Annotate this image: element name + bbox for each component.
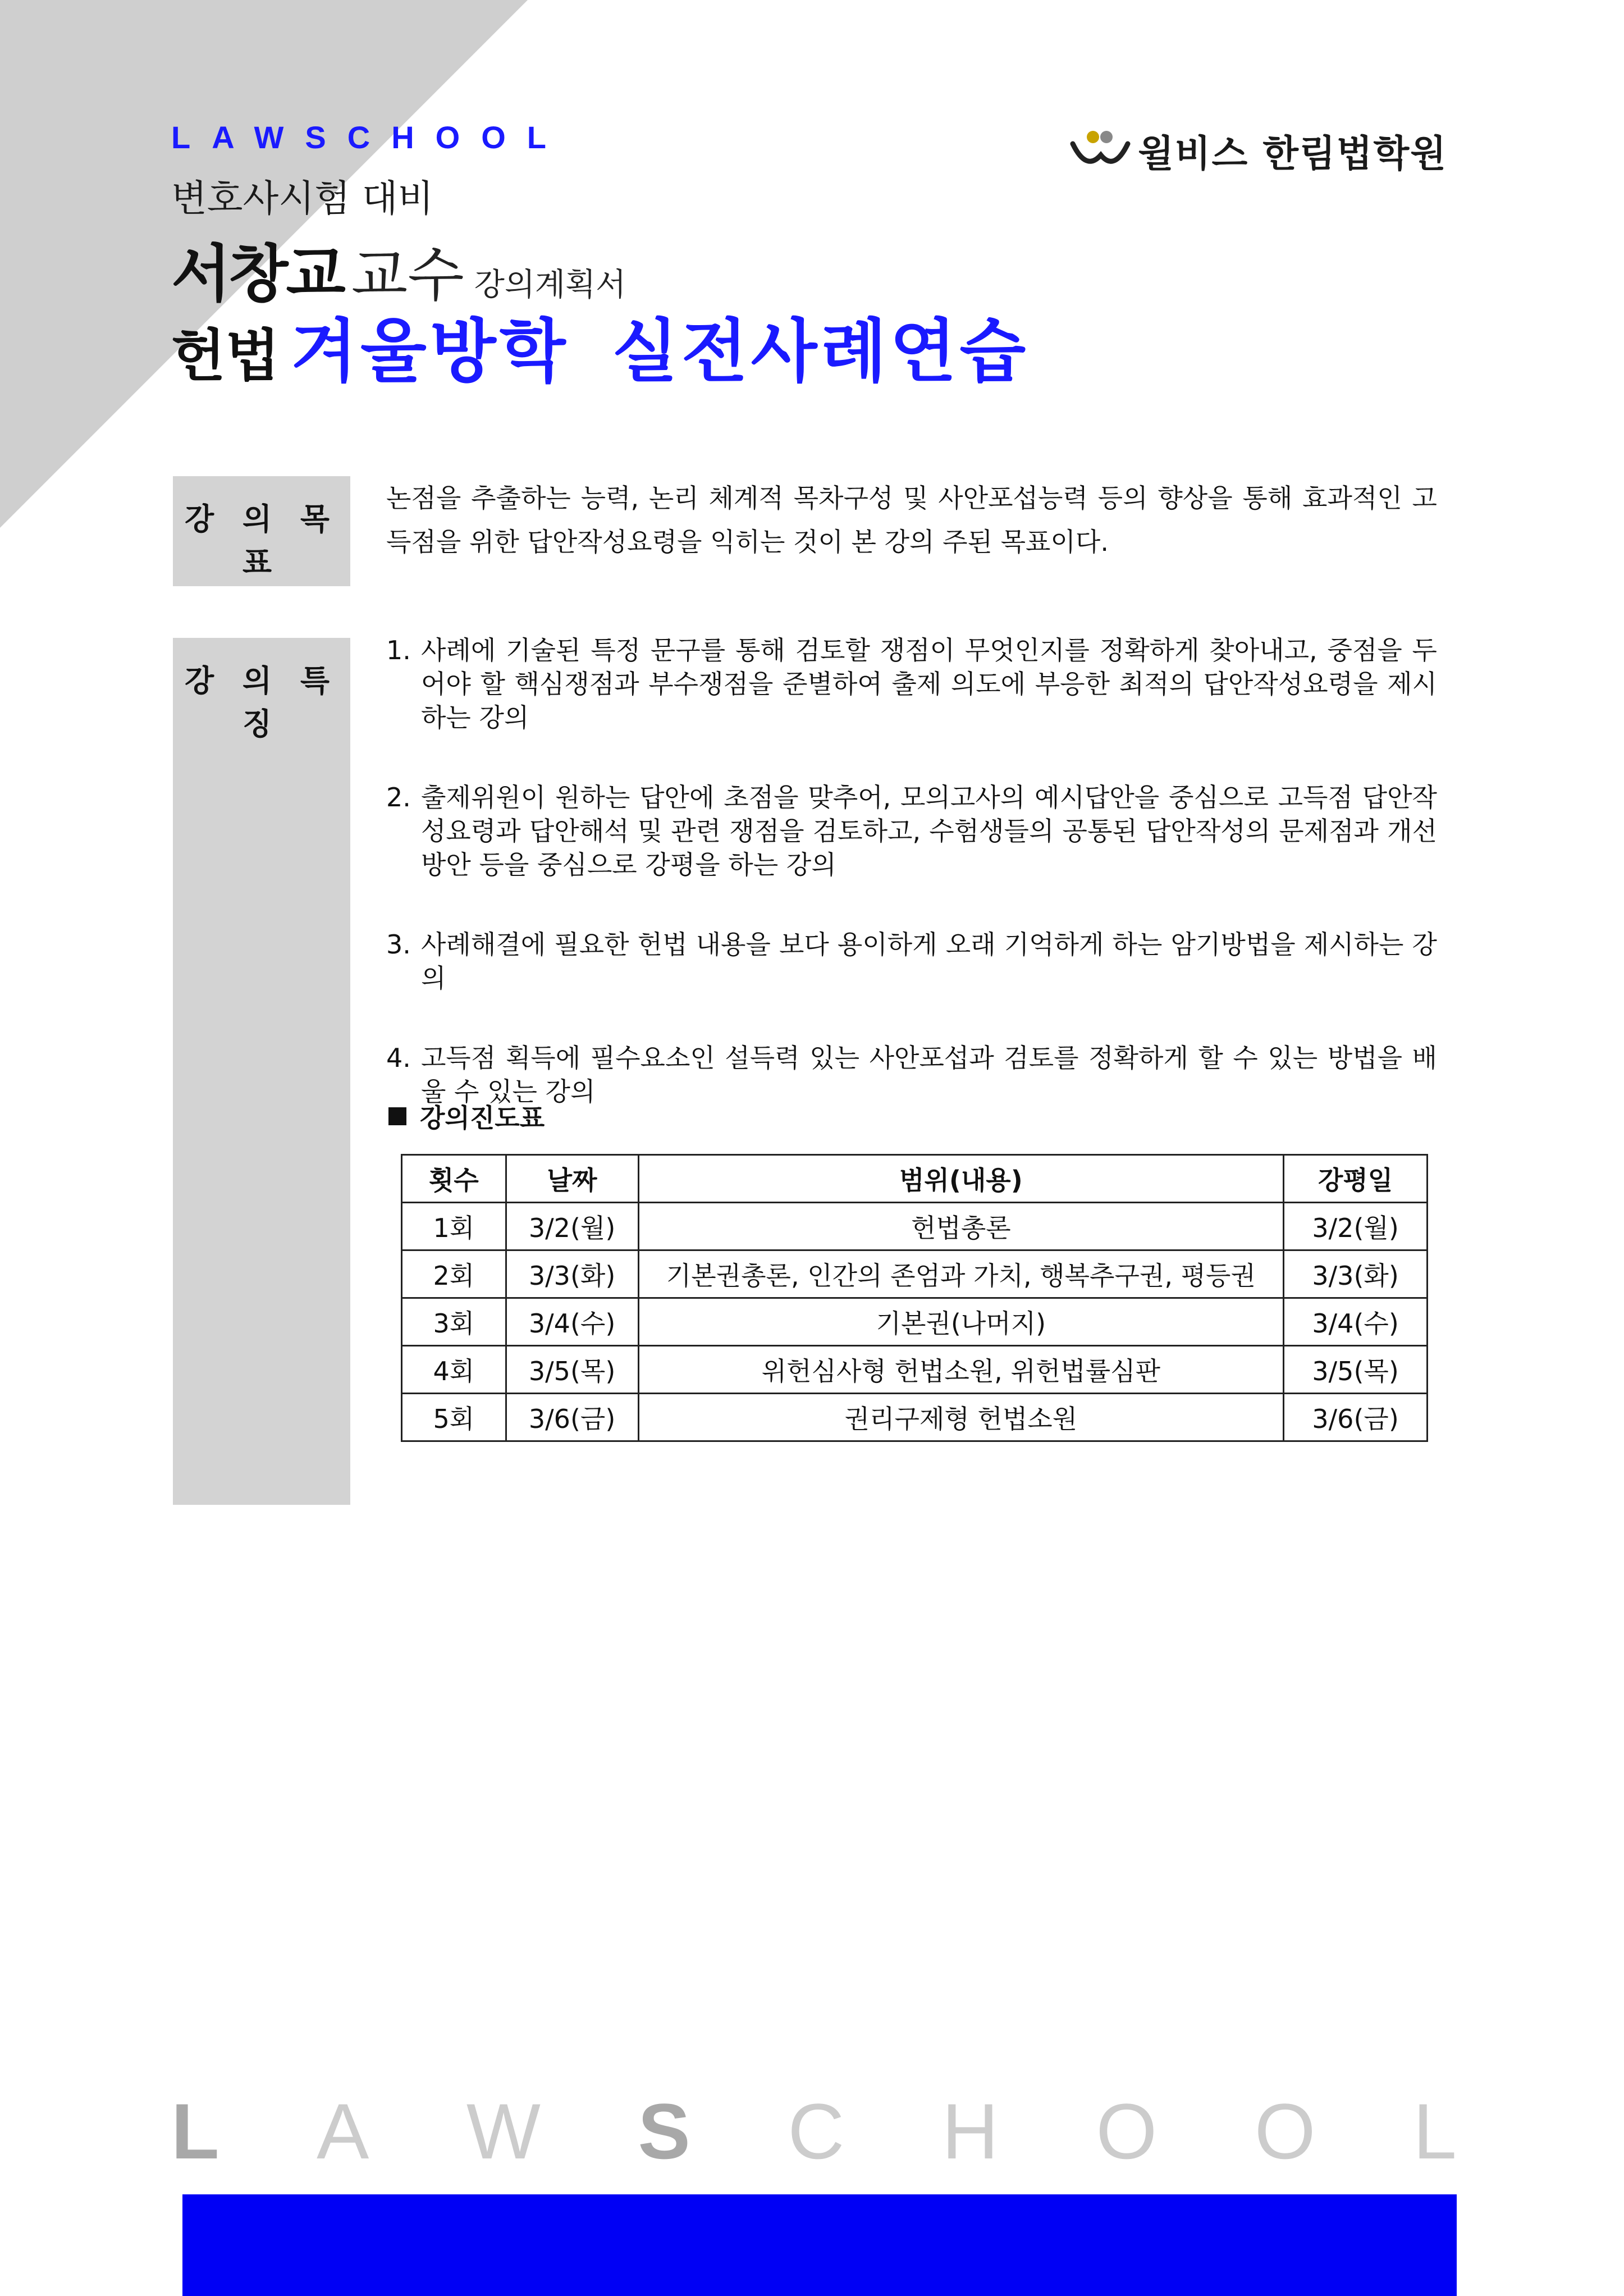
table-cell: 3/5(목) (1284, 1346, 1428, 1394)
table-row (402, 1250, 1428, 1298)
table-cell: 5회 (402, 1394, 506, 1441)
footer-letter: O (1096, 2087, 1158, 2175)
footer-bar (182, 2194, 1457, 2296)
table-header-row (402, 1155, 1428, 1203)
footer-letter: C (788, 2087, 845, 2175)
table-cell: 헌법총론 (638, 1203, 1284, 1250)
table-cell: 권리구제형 헌법소원 (638, 1394, 1284, 1441)
features-label-box (173, 638, 350, 1505)
footer-letter: L (171, 2087, 219, 2175)
course-name: 겨울방학 실전사례연습 (291, 312, 1030, 391)
course-subject: 헌법 (171, 323, 280, 389)
table-header-cell: 횟수 (402, 1155, 506, 1203)
goal-text: 논점을 추출하는 능력, 논리 체계적 목차구성 및 사안포섭능력 등의 향상을 통해 효과적인 고득점을 위한 답안작성요령을 익히는 것이 본 강의 주된 목표이다. (386, 483, 1437, 557)
feature-number: 1. (386, 635, 411, 665)
square-bullet-icon (388, 1107, 406, 1125)
academy-logo-text: 윌비스 한림법학원 (1138, 132, 1448, 175)
academy-logo (1069, 124, 1447, 177)
feature-text: 출제위원이 원하는 답안에 초점을 맞추어, 모의고사의 예시답안을 중심으로 고득점 답안작성요령과 답안해석 및 관련 쟁점을 검토하고, 수험생들의 공통된 답안작성의 문제점과 개선방안 등을 중심으로 강평을 하는 강의 (421, 782, 1437, 880)
table-cell: 위헌심사형 헌법소원, 위헌법률심판 (638, 1346, 1284, 1394)
feature-item (386, 928, 1437, 995)
table-cell: 3/3(화) (1284, 1250, 1428, 1298)
exam-label: 변호사시험 대비 (171, 177, 434, 220)
schedule-title (388, 1098, 545, 1135)
goal-label: 강 의 목 표 (184, 501, 339, 580)
table-row (402, 1203, 1428, 1250)
feature-number: 4. (386, 1043, 411, 1073)
table-cell: 기본권(나머지) (638, 1298, 1284, 1346)
table-cell: 2회 (402, 1250, 506, 1298)
table-row (402, 1346, 1428, 1394)
feature-number: 3. (386, 929, 411, 960)
table-row (402, 1298, 1428, 1346)
table-header-cell: 날짜 (506, 1155, 638, 1203)
footer-letter: H (941, 2087, 999, 2175)
table-cell: 3/5(목) (506, 1346, 638, 1394)
table-cell: 4회 (402, 1346, 506, 1394)
schedule-title-text: 강의진도표 (420, 1103, 545, 1133)
footer-letter: S (638, 2087, 690, 2175)
brand-tag: LAWSCHOOL (171, 120, 568, 155)
feature-item (386, 633, 1437, 734)
table-row (402, 1394, 1428, 1441)
table-header-cell: 범위(내용) (638, 1155, 1284, 1203)
academy-logo-icon (1069, 128, 1131, 173)
table-cell: 3/2(월) (1284, 1203, 1428, 1250)
table-header-cell: 강평일 (1284, 1155, 1428, 1203)
table-cell: 기본권총론, 인간의 존엄과 가치, 행복추구권, 평등권 (638, 1250, 1284, 1298)
table-cell: 1회 (402, 1203, 506, 1250)
table-cell: 3/6(금) (506, 1394, 638, 1441)
feature-text: 고득점 획득에 필수요소인 설득력 있는 사안포섭과 검토를 정확하게 할 수 있는 방법을 배울 수 있는 강의 (421, 1043, 1437, 1107)
features-label: 강 의 특 징 (184, 663, 339, 742)
table-cell: 3/2(월) (506, 1203, 638, 1250)
feature-text: 사례해결에 필요한 헌법 내용을 보다 용이하게 오래 기억하게 하는 암기방법을 제시하는 강의 (421, 929, 1437, 993)
footer-letter: O (1254, 2087, 1316, 2175)
professor-name: 서창교 (171, 238, 344, 310)
table-cell: 3/6(금) (1284, 1394, 1428, 1441)
footer-letter: L (1413, 2087, 1457, 2175)
feature-item (386, 780, 1437, 882)
course-line (171, 296, 1029, 395)
feature-number: 2. (386, 782, 411, 812)
table-cell: 3회 (402, 1298, 506, 1346)
table-cell: 3/4(수) (1284, 1298, 1428, 1346)
feature-text: 사례에 기술된 특정 문구를 통해 검토할 쟁점이 무엇인지를 정확하게 찾아내고, 중점을 두어야 할 핵심쟁점과 부수쟁점을 준별하여 출제 의도에 부응한 최적의 답안작성요령을 제시하는 강의 (421, 635, 1437, 733)
features-list (386, 633, 1437, 1108)
table-cell: 3/3(화) (506, 1250, 638, 1298)
footer-wordmark (171, 2086, 1457, 2177)
document-type: 강의계획서 (474, 267, 626, 303)
goal-label-box (173, 476, 350, 586)
table-cell: 3/4(수) (506, 1298, 638, 1346)
professor-title: 교수 (351, 241, 464, 309)
footer-letter: A (316, 2087, 369, 2175)
footer-letter: W (466, 2087, 541, 2175)
schedule-table (401, 1154, 1428, 1442)
